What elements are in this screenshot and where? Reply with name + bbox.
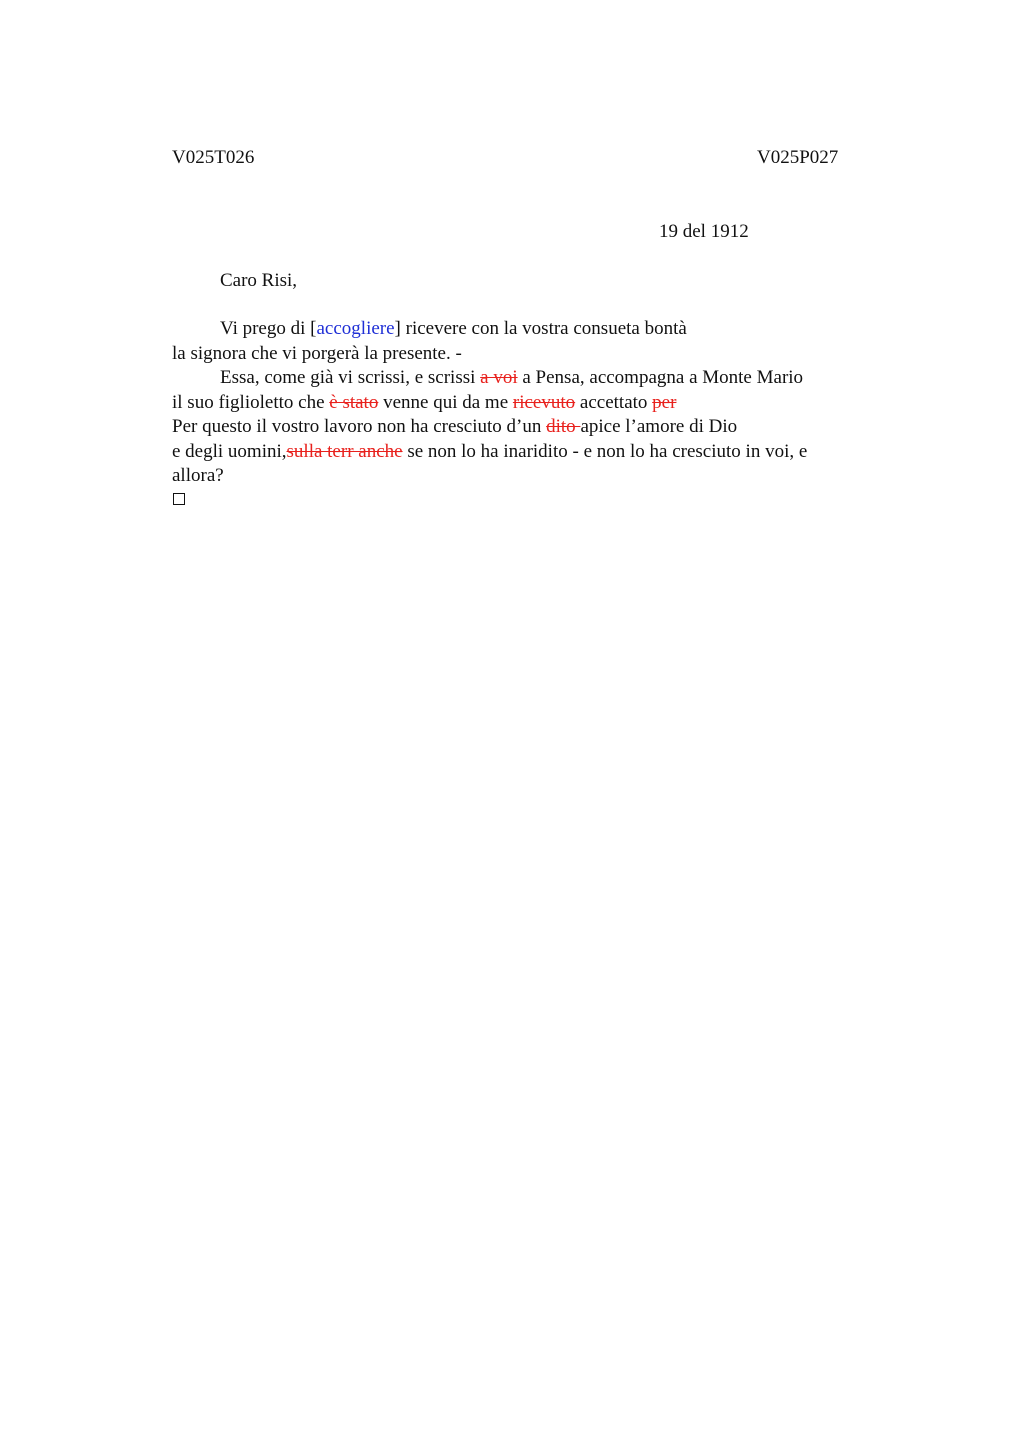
- deleted-text: a voi: [480, 367, 518, 388]
- deleted-text: ricevuto: [512, 392, 576, 413]
- paragraph2-line4: [172, 440, 807, 464]
- text-segment: il suo figlioletto che: [172, 392, 330, 413]
- text-segment: Vi prego di [: [220, 318, 317, 339]
- deleted-text: è stato: [329, 392, 379, 413]
- editorial-insertion: accogliere: [316, 318, 395, 339]
- text-segment: se non lo ha inaridito - e non lo ha cresciuto in voi, e: [402, 441, 808, 462]
- paragraph2-line1: [220, 366, 803, 390]
- deleted-text: per: [652, 392, 677, 413]
- deleted-text: sulla terr anche: [286, 441, 403, 462]
- text-segment: Per questo il vostro lavoro non ha cresciuto d’un: [172, 416, 547, 437]
- text-segment: accettato: [575, 392, 653, 413]
- deleted-text: dito: [546, 416, 581, 437]
- paragraph1-line1: [220, 317, 687, 341]
- header-right-code: V025P027: [757, 147, 839, 168]
- salutation: Caro Risi,: [220, 270, 298, 291]
- paragraph2-line5: allora?: [172, 465, 224, 486]
- text-segment: ] ricevere con la vostra consueta bontà: [394, 318, 687, 339]
- text-segment: Essa, come già vi scrissi, e scrissi: [220, 367, 481, 388]
- text-segment: a Pensa, accompagna a Monte Mario: [517, 367, 804, 388]
- text-segment: venne qui da me: [378, 392, 513, 413]
- letter-date: 19 del 1912: [659, 221, 749, 242]
- paragraph2-line3: [172, 415, 737, 439]
- header-left-code: V025T026: [172, 147, 255, 168]
- paragraph2-line2: [172, 391, 676, 415]
- text-segment: apice l’amore di Dio: [580, 416, 738, 437]
- paragraph1-line2: la signora che vi porgerà la presente. -: [172, 343, 462, 364]
- checkbox-icon: [173, 493, 185, 505]
- text-segment: e degli uomini,: [172, 441, 287, 462]
